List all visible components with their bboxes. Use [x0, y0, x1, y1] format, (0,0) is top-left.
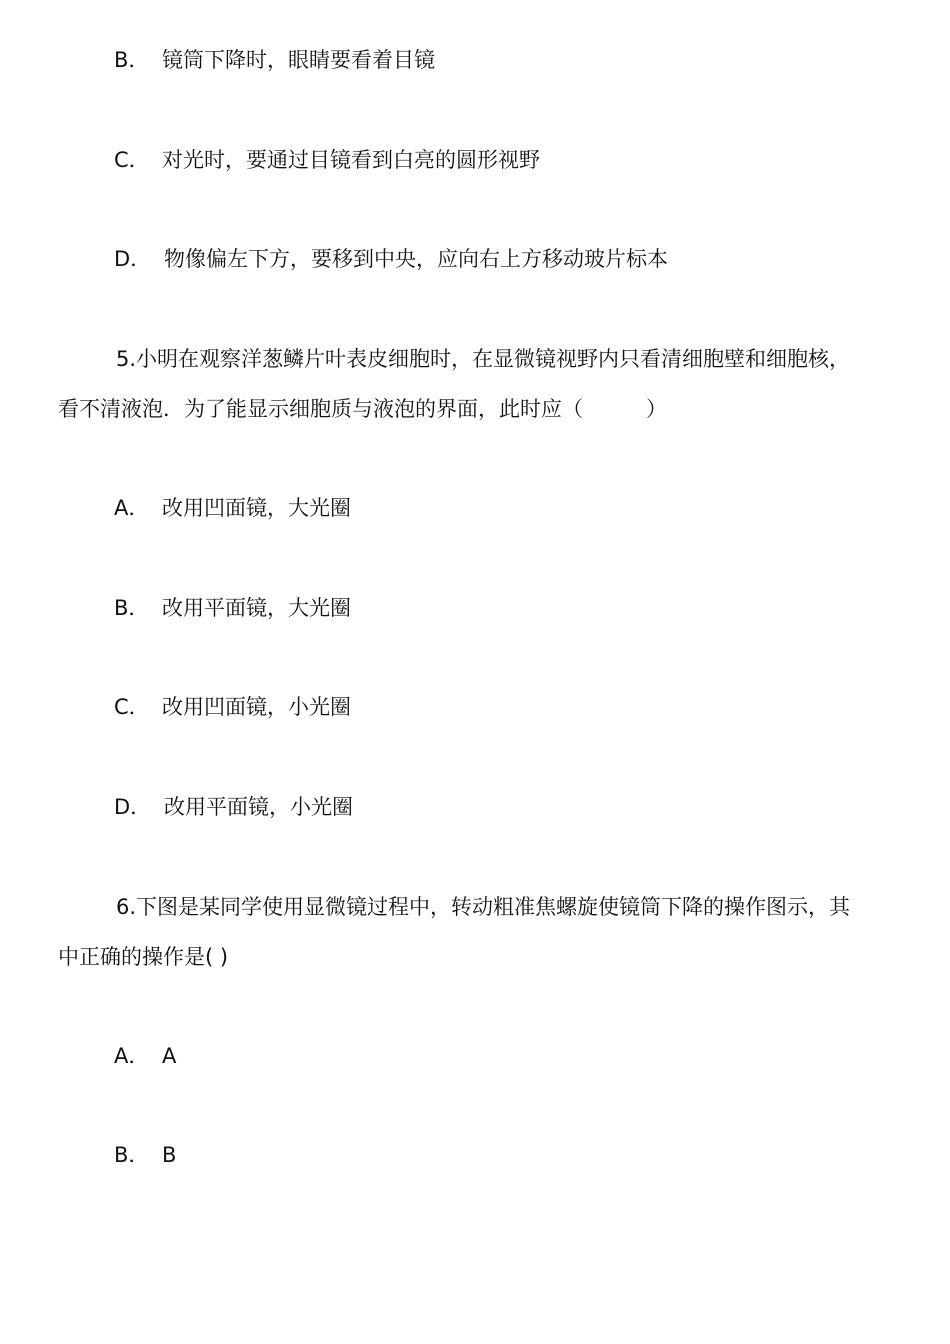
- option-text: 物像偏左下方，要移到中央，应向右上方移动玻片标本: [164, 247, 668, 271]
- q5-option-d: [114, 794, 353, 820]
- q6-stem-line-2: 中正确的操作是( ): [58, 945, 229, 969]
- option-text: 改用凹面镜，大光圈: [162, 496, 351, 520]
- option-letter: C．: [114, 148, 150, 172]
- option-letter: A．: [114, 496, 150, 520]
- option-letter: B．: [114, 596, 150, 620]
- q6-option-b: [114, 1142, 176, 1168]
- option-letter: A．: [114, 1044, 150, 1068]
- q5-stem-line-2: 看不清液泡．为了能显示细胞质与液泡的界面，此时应（ ）: [58, 397, 667, 421]
- option-text: B: [162, 1143, 177, 1167]
- option-text: A: [162, 1044, 177, 1068]
- q6-option-a: [114, 1043, 176, 1069]
- q5-option-c: [114, 694, 351, 720]
- option-letter: D．: [114, 247, 152, 271]
- option-text: 改用平面镜，大光圈: [162, 596, 351, 620]
- option-letter: B．: [114, 48, 150, 72]
- q5-option-a: [114, 495, 351, 521]
- option-text: 改用凹面镜，小光圈: [162, 695, 351, 719]
- option-letter: B．: [114, 1143, 150, 1167]
- option-letter: D．: [114, 795, 152, 819]
- option-letter: C．: [114, 695, 150, 719]
- option-text: 镜筒下降时，眼睛要看着目镜: [162, 48, 435, 72]
- q4-option-b: [114, 47, 435, 73]
- q6-stem-line-1: 6.下图是某同学使用显微镜过程中，转动粗准焦螺旋使镜筒下降的操作图示，其: [116, 895, 851, 919]
- q5-option-b: [114, 595, 351, 621]
- option-text: 改用平面镜，小光圈: [164, 795, 353, 819]
- q4-option-d: [114, 246, 668, 272]
- q4-option-c: [114, 147, 540, 173]
- q5-stem-line-1: 5.小明在观察洋葱鳞片叶表皮细胞时，在显微镜视野内只看清细胞壁和细胞核，: [116, 347, 851, 371]
- option-text: 对光时，要通过目镜看到白亮的圆形视野: [162, 148, 540, 172]
